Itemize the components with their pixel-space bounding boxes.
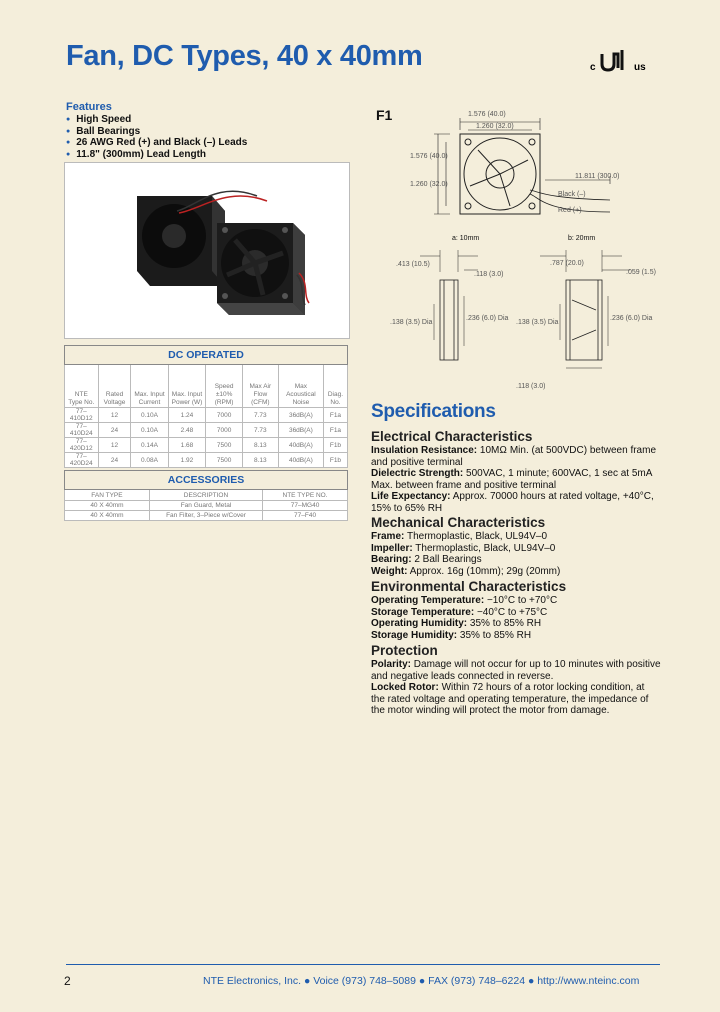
features-heading: Features: [66, 101, 112, 113]
footer-contact: NTE Electronics, Inc. ● Voice (973) 748–5089 ● FAX (973) 748–6224 ● http://www.nteinc.com: [203, 975, 640, 987]
accessories-table: [64, 470, 348, 521]
side-a-hole: .118 (3.0): [474, 271, 504, 278]
table-cell: 0.08A: [131, 453, 168, 468]
dc-header-cell: NTE Type No.: [65, 365, 99, 408]
specifications-title: Specifications: [371, 401, 496, 422]
spec-value: Approx. 16g (10mm); 29g (20mm): [409, 565, 561, 577]
table-cell: 40 X 40mm: [65, 501, 150, 511]
spec-label: Insulation Resistance:: [371, 445, 478, 456]
spec-label: Operating Temperature:: [371, 595, 485, 606]
table-cell: 36dB(A): [278, 423, 323, 438]
table-cell: 40 X 40mm: [65, 511, 150, 521]
electrical-specs: [371, 445, 661, 515]
table-cell: Fan Filter, 3–Piece w/Cover: [149, 511, 262, 521]
side-b-dia2: .236 (6.0) Dia: [610, 315, 653, 322]
spec-value: Thermoplastic, Black, UL94V–0: [415, 542, 556, 554]
side-a-dia1: .138 (3.5) Dia: [390, 319, 433, 326]
mechanical-specs: [371, 531, 661, 577]
table-cell: 0.10A: [131, 423, 168, 438]
spec-value: Thermoplastic, Black, UL94V–0: [406, 531, 548, 542]
dc-header-cell: Diag. No.: [323, 365, 347, 408]
environmental-heading: Environmental Characteristics: [371, 579, 567, 594]
spec-value: 500VAC, 1 minute; 600VAC, 1 sec at 5mA Max. between frame and positive terminal: [371, 468, 652, 491]
spec-label: Operating Humidity:: [371, 618, 468, 630]
acc-header-cell: FAN TYPE: [65, 490, 150, 501]
spec-value: 35% to 85% RH: [459, 629, 532, 641]
dim-outer-width: 1.576 (40.0): [468, 111, 506, 118]
acc-header-cell: DESCRIPTION: [149, 490, 262, 501]
feature-item: ● 26 AWG Red (+) and Black (–) Leads: [66, 137, 247, 149]
feature-item: ● Ball Bearings: [66, 126, 247, 138]
feature-item: ● High Speed: [66, 114, 247, 126]
spec-label: Storage Temperature:: [371, 606, 475, 618]
footer-divider: [66, 964, 660, 965]
table-cell: 77–410D12: [65, 408, 99, 423]
spec-label: Dielectric Strength:: [371, 468, 464, 480]
spec-label: Life Expectancy:: [371, 491, 451, 503]
table-cell: F1b: [323, 438, 347, 453]
table-cell: 1.68: [168, 438, 206, 453]
dimension-drawing: [360, 100, 670, 395]
table-cell: 7.73: [242, 408, 278, 423]
side-b-side: .059 (1.5): [626, 269, 656, 276]
dc-header-cell: Max. Input Current: [131, 365, 168, 408]
table-cell: 1.24: [168, 408, 206, 423]
cert-us: us: [634, 62, 646, 73]
table-cell: 77–F40: [263, 511, 348, 521]
spec-label: Weight:: [371, 565, 408, 577]
table-row: [65, 408, 348, 423]
table-cell: 8.13: [242, 438, 278, 453]
spec-label: Storage Humidity:: [371, 629, 458, 641]
spec-value: 35% to 85% RH: [469, 618, 542, 630]
table-cell: 7.73: [242, 423, 278, 438]
spec-value: Within 72 hours of a rotor locking condition, at the rated voltage and operating temperature, the impedance of the motor winding will protect the motor from damage.: [371, 682, 649, 717]
page-number: 2: [64, 974, 71, 988]
feature-item: ● 11.8" (300mm) Lead Length: [66, 149, 247, 161]
protection-specs: [371, 659, 661, 717]
dim-hole-height: 1.260 (32.0): [410, 181, 448, 188]
table-row: [65, 438, 348, 453]
spec-value: −10°C to +70°C: [486, 595, 558, 606]
side-a-label: a: 10mm: [452, 235, 480, 242]
side-a-width: .413 (10.5): [396, 261, 430, 268]
spec-value: −40°C to +75°C: [476, 606, 548, 618]
spec-label: Bearing:: [371, 554, 412, 566]
spec-label: Polarity:: [371, 659, 412, 670]
dc-header-cell: Max. Input Power (W): [168, 365, 206, 408]
mechanical-heading: Mechanical Characteristics: [371, 515, 546, 530]
table-cell: 40dB(A): [278, 453, 323, 468]
side-b-dia1: .138 (3.5) Dia: [516, 319, 559, 326]
protection-heading: Protection: [371, 643, 438, 658]
diagram-label: F1: [376, 107, 393, 123]
dc-header-cell: Rated Voltage: [98, 365, 131, 408]
page-title: Fan, DC Types, 40 x 40mm: [66, 40, 423, 72]
spec-value: Damage will not occur for up to 10 minutes with positive and negative leads connected in reverse.: [371, 659, 661, 682]
table-cell: F1a: [323, 408, 347, 423]
dim-hole-width: 1.260 (32.0): [476, 123, 514, 130]
acc-header-cell: NTE TYPE NO.: [263, 490, 348, 501]
table-cell: 0.10A: [131, 408, 168, 423]
spec-value: Approx. 70000 hours at rated voltage, +40°C, 15% to 65% RH: [371, 491, 654, 514]
product-photo: [64, 162, 350, 339]
table-cell: 7500: [206, 438, 242, 453]
dc-header-cell: Speed ±10% (RPM): [206, 365, 242, 408]
side-a-dia2: .236 (6.0) Dia: [466, 315, 509, 322]
cert-c: c: [590, 62, 596, 73]
features-list: [66, 114, 247, 160]
dim-lead-length: 11.811 (300.0): [575, 173, 620, 180]
table-cell: 1.92: [168, 453, 206, 468]
electrical-heading: Electrical Characteristics: [371, 429, 533, 444]
lead-red-label: Red (+): [558, 207, 582, 214]
dim-outer-height: 1.576 (40.0): [410, 153, 448, 160]
dc-table-caption: DC OPERATED: [65, 346, 348, 365]
dc-operated-table: [64, 345, 348, 468]
table-row: [65, 453, 348, 468]
environmental-specs: [371, 595, 661, 641]
side-b-bottom: .118 (3.0): [516, 383, 546, 390]
table-cell: 12: [98, 438, 131, 453]
table-cell: 36dB(A): [278, 408, 323, 423]
spec-value: 10MΩ Min. (at 500VDC) between frame and positive terminal: [371, 445, 657, 468]
dc-header-cell: Max Air Flow (CFM): [242, 365, 278, 408]
spec-label: Impeller:: [371, 542, 413, 554]
side-b-width: .787 (20.0): [550, 260, 584, 267]
table-cell: 24: [98, 453, 131, 468]
side-b-label: b: 20mm: [568, 235, 596, 242]
fan-photo-illustration: [65, 163, 349, 338]
table-cell: 77–420D12: [65, 438, 99, 453]
table-cell: 7500: [206, 453, 242, 468]
ul-listed-logo: [588, 48, 658, 76]
table-cell: 12: [98, 408, 131, 423]
table-row: [65, 511, 348, 521]
spec-label: Frame:: [371, 531, 405, 542]
table-cell: 24: [98, 423, 131, 438]
lead-black-label: Black (–): [558, 191, 586, 198]
table-cell: 8.13: [242, 453, 278, 468]
table-cell: 77–MG40: [263, 501, 348, 511]
table-row: [65, 423, 348, 438]
table-cell: Fan Guard, Metal: [149, 501, 262, 511]
table-cell: 40dB(A): [278, 438, 323, 453]
table-cell: 2.48: [168, 423, 206, 438]
spec-label: Locked Rotor:: [371, 682, 439, 694]
table-cell: 7000: [206, 423, 242, 438]
table-cell: 0.14A: [131, 438, 168, 453]
table-cell: F1a: [323, 423, 347, 438]
table-cell: 7000: [206, 408, 242, 423]
acc-table-caption: ACCESSORIES: [65, 471, 348, 490]
table-row: [65, 501, 348, 511]
dc-header-cell: Max Acoustical Noise: [278, 365, 323, 408]
spec-value: 2 Ball Bearings: [414, 554, 482, 566]
table-cell: F1b: [323, 453, 347, 468]
table-cell: 77–410D24: [65, 423, 99, 438]
table-cell: 77–420D24: [65, 453, 99, 468]
